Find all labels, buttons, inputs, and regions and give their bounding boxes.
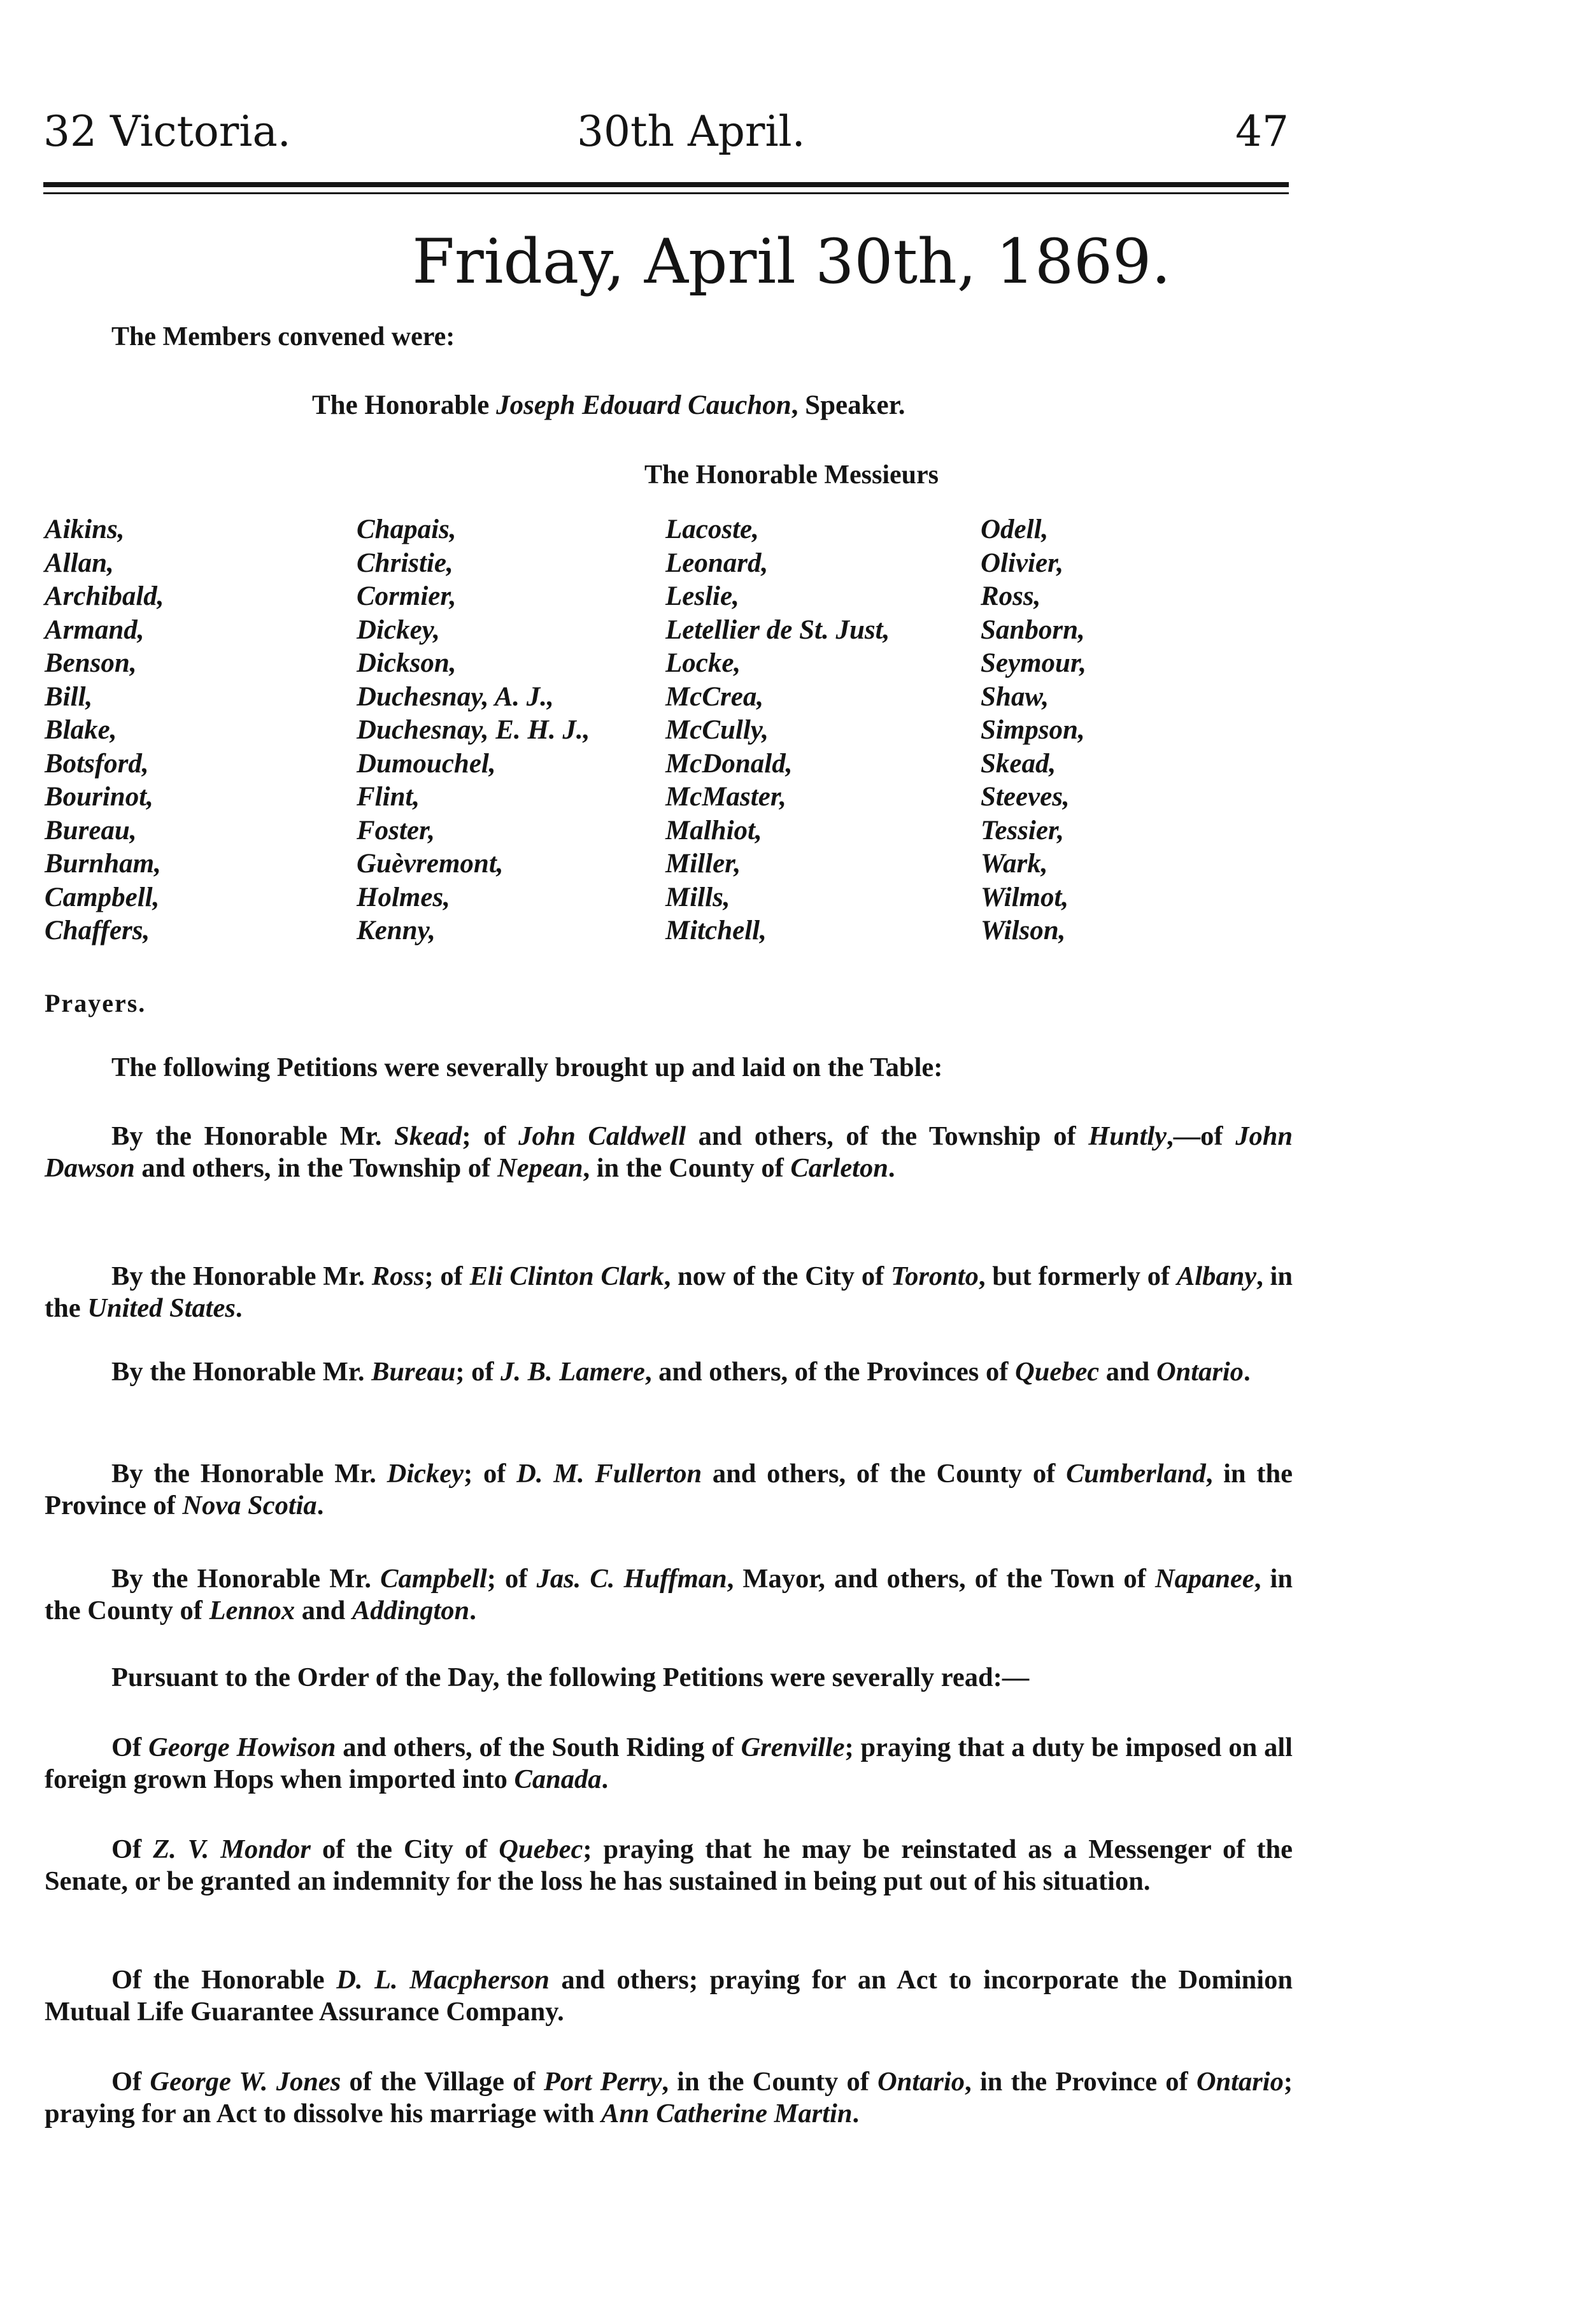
member-name: Guèvremont,: [357, 849, 504, 879]
petition-skead: By the Honorable Mr. Skead; of John Caldwell and others, of the Township of Huntly,—of John Dawson and others, in the Township of Nepean, in the County of Carleton.: [45, 1121, 1293, 1183]
members-column-2: [357, 513, 590, 948]
member-name: Wark,: [981, 849, 1048, 879]
member-name: Blake,: [45, 715, 117, 745]
member-name: Botsford,: [45, 748, 149, 779]
members-column-1: [45, 513, 164, 948]
member-name: Dickey,: [357, 614, 440, 645]
member-name: Armand,: [45, 614, 145, 645]
petition-dickey: By the Honorable Mr. Dickey; of D. M. Fullerton and others, of the County of Cumberland, in the Province of Nova Scotia.: [45, 1459, 1293, 1520]
members-column-4: [981, 513, 1086, 948]
members-list: [45, 513, 1293, 946]
member-name: Malhiot,: [665, 815, 762, 846]
member-name: Tessier,: [981, 815, 1065, 846]
member-name: Kenny,: [357, 916, 436, 946]
member-name: Chaffers,: [45, 916, 150, 946]
member-name: McCrea,: [665, 681, 764, 712]
order-of-day-intro: Pursuant to the Order of the Day, the following Petitions were severally read:—: [111, 1662, 1030, 1692]
header-session: 32 Victoria.: [43, 107, 291, 156]
petition-macpherson: Of the Honorable D. L. Macpherson and others; praying for an Act to incorporate the Dominion Mutual Life Guarantee Assurance Company.: [45, 1965, 1293, 2027]
member-name: Mills,: [665, 882, 730, 912]
member-name: Lacoste,: [665, 514, 759, 544]
member-name: Chapais,: [357, 514, 457, 544]
page-number: 47: [1235, 107, 1289, 156]
member-name: Bureau,: [45, 815, 137, 846]
member-name: Archibald,: [45, 581, 164, 611]
messieurs-heading: The Honorable Messieurs: [644, 460, 939, 490]
member-name: Benson,: [45, 648, 137, 678]
header-date: 30th April.: [577, 107, 806, 156]
petition-bureau: By the Honorable Mr. Bureau; of J. B. Lamere, and others, of the Provinces of Quebec and Ontario.: [111, 1357, 1251, 1387]
member-name: Allan,: [45, 548, 114, 578]
member-name: Ross,: [981, 581, 1041, 611]
member-name: Aikins,: [45, 514, 125, 544]
member-name: Shaw,: [981, 681, 1049, 712]
member-name: Leonard,: [665, 548, 769, 578]
prayers-heading: Prayers.: [45, 989, 146, 1017]
speaker-name: Joseph Edouard Cauchon: [496, 390, 792, 420]
member-name: Olivier,: [981, 548, 1064, 578]
member-name: McCully,: [665, 715, 769, 745]
member-name: Cormier,: [357, 581, 457, 611]
member-name: Burnham,: [45, 849, 161, 879]
header-rule-thick: [43, 182, 1289, 187]
member-name: Seymour,: [981, 648, 1087, 678]
member-name: Simpson,: [981, 715, 1085, 745]
petition-jones: Of George W. Jones of the Village of Port Perry, in the County of Ontario, in the Province of Ontario; praying for an Act to dissolve his marriage with Ann Catherine Martin.: [45, 2067, 1293, 2129]
member-name: Bourinot,: [45, 782, 153, 812]
member-name: Bill,: [45, 681, 93, 712]
header-rule-thin: [43, 192, 1289, 194]
members-column-3: [665, 513, 890, 948]
member-name: McDonald,: [665, 748, 793, 779]
speaker-suffix: , Speaker.: [791, 390, 905, 420]
member-name: Mitchell,: [665, 916, 767, 946]
petition-campbell: By the Honorable Mr. Campbell; of Jas. C. Huffman, Mayor, and others, of the Town of Napanee, in the County of Lennox and Addington.: [45, 1564, 1293, 1626]
member-name: Wilson,: [981, 916, 1066, 946]
member-name: Duchesnay, A. J.,: [357, 681, 554, 712]
member-name: Letellier de St. Just,: [665, 614, 890, 645]
member-name: Locke,: [665, 648, 741, 678]
member-name: Holmes,: [357, 882, 450, 912]
speaker-line: [312, 390, 905, 421]
member-name: Duchesnay, E. H. J.,: [357, 715, 590, 745]
member-name: Dickson,: [357, 648, 457, 678]
running-header: [43, 107, 1289, 164]
convened-line: The Members convened were:: [111, 322, 455, 351]
member-name: McMaster,: [665, 782, 786, 812]
speaker-prefix: The Honorable: [312, 390, 490, 420]
petition-mondor: Of Z. V. Mondor of the City of Quebec; praying that he may be reinstated as a Messenger of the Senate, or be granted an indemnity for the loss he has sustained in being put out of his situation.: [45, 1834, 1293, 1896]
member-name: Campbell,: [45, 882, 160, 912]
member-name: Miller,: [665, 849, 741, 879]
member-name: Leslie,: [665, 581, 739, 611]
petition-ross: By the Honorable Mr. Ross; of Eli Clinton Clark, now of the City of Toronto, but formerly of Albany, in the United States.: [45, 1261, 1293, 1323]
petitions-intro: The following Petitions were severally brought up and laid on the Table:: [111, 1052, 943, 1082]
page-title: Friday, April 30th, 1869.: [412, 226, 1171, 297]
member-name: Skead,: [981, 748, 1056, 779]
member-name: Wilmot,: [981, 882, 1069, 912]
petition-howison: Of George Howison and others, of the South Riding of Grenville; praying that a duty be imposed on all foreign grown Hops when imported into Canada.: [45, 1732, 1293, 1794]
member-name: Steeves,: [981, 782, 1070, 812]
member-name: Foster,: [357, 815, 436, 846]
member-name: Dumouchel,: [357, 748, 496, 779]
member-name: Flint,: [357, 782, 420, 812]
member-name: Sanborn,: [981, 614, 1085, 645]
member-name: Christie,: [357, 548, 453, 578]
member-name: Odell,: [981, 514, 1049, 544]
